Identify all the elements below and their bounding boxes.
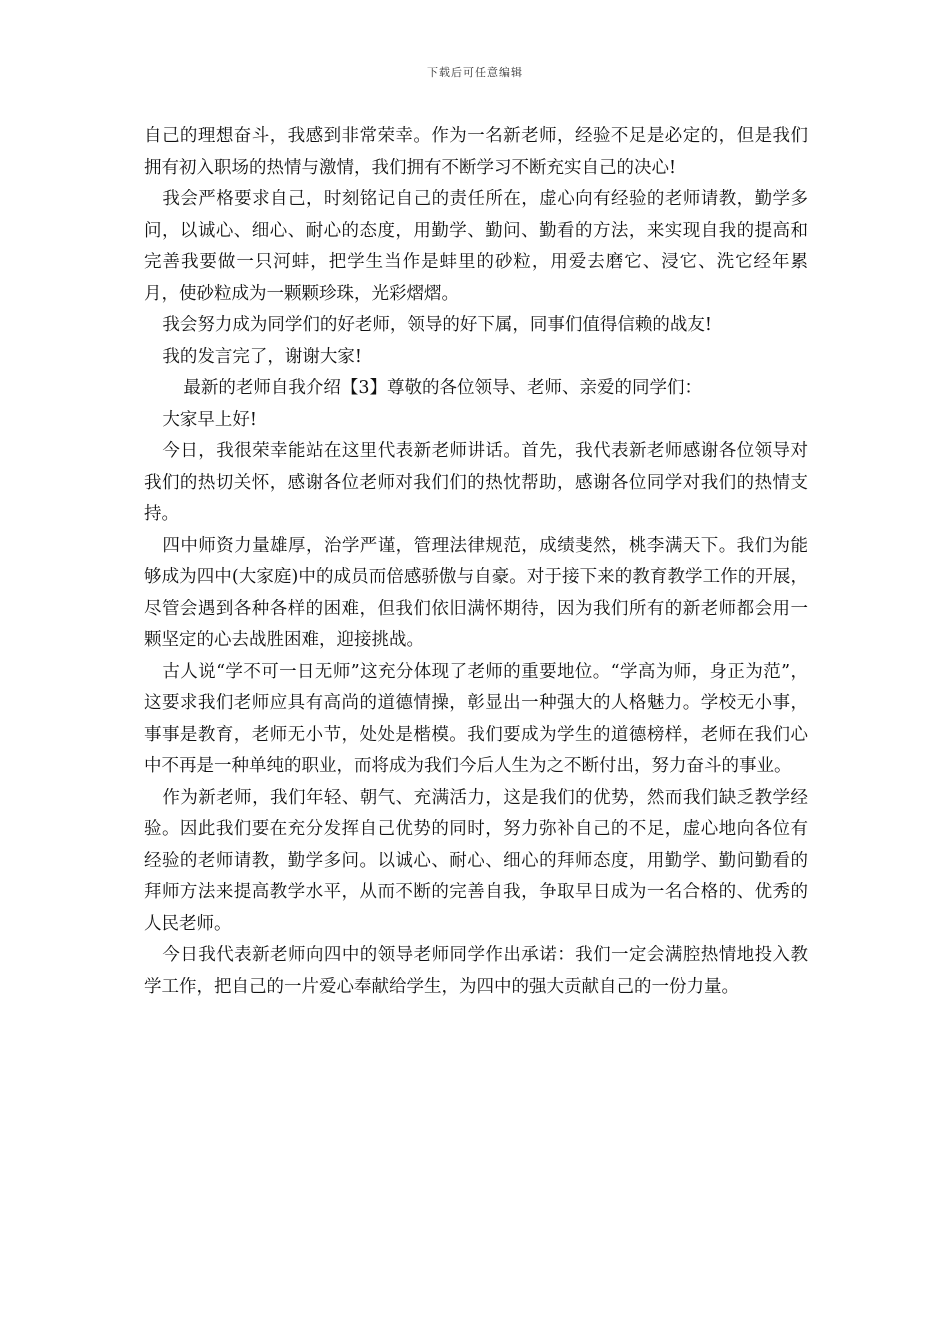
paragraph: 我会严格要求自己，时刻铭记自己的责任所在，虚心向有经验的老师请教，勤学多问，以诚心、细心、耐心的态度，用勤学、勤问、勤看的方法，来实现自我的提高和完善我要做一只河蚌，把学生当作是蚌里的砂粒，用爱去磨它、浸它、洗它经年累月，使砂粒成为一颗颗珍珠，光彩熠熠。 (144, 189, 808, 304)
greeting: 大家早上好! (162, 409, 257, 430)
paragraph: 今日我代表新老师向四中的领导老师同学作出承诺：我们一定会满腔热情地投入教学工作，把自己的一片爱心奉献给学生，为四中的强大贡献自己的一份力量。 (144, 945, 808, 997)
page-header-note: 下载后可任意编辑 (427, 66, 523, 79)
paragraph-continuation: 自己的理想奋斗，我感到非常荣幸。作为一名新老师，经验不足是必定的，但是我们拥有初入职场的热情与激情，我们拥有不断学习不断充实自己的决心! (144, 126, 808, 178)
document-body (144, 121, 808, 1003)
paragraph: 今日，我很荣幸能站在这里代表新老师讲话。首先，我代表新老师感谢各位领导对我们的热切关怀，感谢各位老师对我们们的热忱帮助，感谢各位同学对我们的热情支持。 (144, 441, 808, 524)
paragraph: 四中师资力量雄厚，治学严谨，管理法律规范，成绩斐然，桃李满天下。我们为能够成为四中(大家庭)中的成员而倍感骄傲与自豪。对于接下来的教育教学工作的开展，尽管会遇到各种各样的困难，但我们依旧满怀期待，因为我们所有的新老师都会用一颗坚定的心去战胜困难，迎接挑战。 (144, 535, 808, 650)
section-heading: 最新的老师自我介绍【3】尊敬的各位领导、老师、亲爱的同学们： (183, 378, 703, 398)
paragraph: 我的发言完了，谢谢大家! (162, 346, 362, 367)
paragraph: 作为新老师，我们年轻、朝气、充满活力，这是我们的优势，然而我们缺乏教学经验。因此我们要在充分发挥自己优势的同时，努力弥补自己的不足，虚心地向各位有经验的老师请教，勤学多问。以诚心、耐心、细心的拜师态度，用勤学、勤问勤看的拜师方法来提高教学水平，从而不断的完善自我，争取早日成为一名合格的、优秀的人民老师。 (144, 787, 808, 934)
paragraph: 我会努力成为同学们的好老师，领导的好下属，同事们值得信赖的战友! (162, 315, 712, 335)
paragraph: 古人说“学不可一日无师”这充分体现了老师的重要地位。“学高为师，身正为范”，这要求我们老师应具有高尚的道德情操，彰显出一种强大的人格魅力。学校无小事，事事是教育，老师无小节，处处是楷模。我们要成为学生的道德榜样，老师在我们心中不再是一种单纯的职业，而将成为我们今后人生为之不断付出，努力奋斗的事业。 (144, 661, 808, 776)
